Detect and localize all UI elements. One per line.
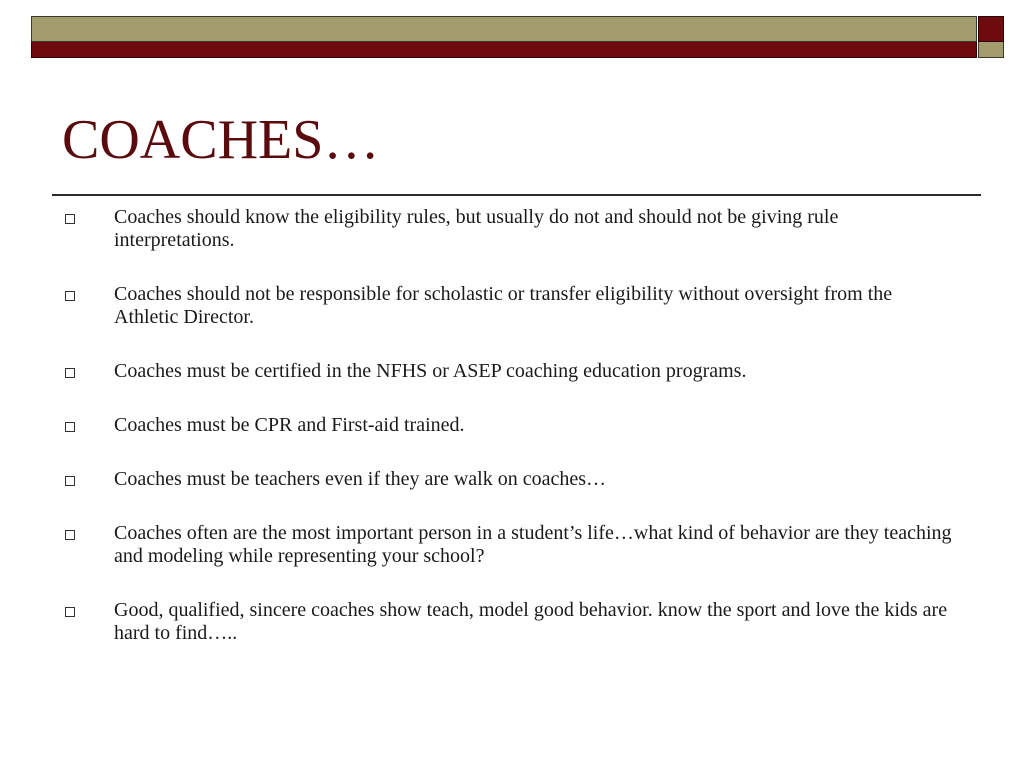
title-divider	[52, 194, 981, 196]
bullet-text: Coaches must be CPR and First-aid trained.	[114, 414, 465, 436]
bullet-list	[60, 206, 960, 676]
header-maroon-square	[978, 16, 1004, 42]
hollow-square-icon	[65, 422, 75, 432]
hollow-square-icon	[65, 476, 75, 486]
bullet-item	[60, 599, 960, 645]
bullet-text: Coaches must be teachers even if they are walk on coaches…	[114, 468, 607, 490]
header-decoration	[0, 0, 1024, 70]
slide-title: COACHES…	[62, 109, 380, 171]
bullet-item	[60, 283, 960, 329]
header-olive-square	[978, 42, 1004, 58]
header-olive-bar	[31, 16, 977, 42]
bullet-item	[60, 414, 960, 437]
bullet-text: Good, qualified, sincere coaches show teach, model good behavior. know the sport and love the kids are hard to find…..	[114, 599, 948, 644]
hollow-square-icon	[65, 214, 75, 224]
hollow-square-icon	[65, 368, 75, 378]
bullet-item	[60, 522, 960, 568]
bullet-text: Coaches must be certified in the NFHS or ASEP coaching education programs.	[114, 360, 747, 382]
header-maroon-bar	[31, 42, 977, 58]
bullet-text: Coaches should not be responsible for scholastic or transfer eligibility without oversight from the Athletic Director.	[114, 283, 893, 328]
bullet-item	[60, 360, 960, 383]
hollow-square-icon	[65, 607, 75, 617]
bullet-item	[60, 468, 960, 491]
bullet-text: Coaches should know the eligibility rules, but usually do not and should not be giving rule interpretations.	[114, 206, 839, 251]
hollow-square-icon	[65, 530, 75, 540]
hollow-square-icon	[65, 291, 75, 301]
bullet-text: Coaches often are the most important person in a student’s life…what kind of behavior are they teaching and modeling while representing your school?	[114, 522, 952, 567]
bullet-item	[60, 206, 960, 252]
